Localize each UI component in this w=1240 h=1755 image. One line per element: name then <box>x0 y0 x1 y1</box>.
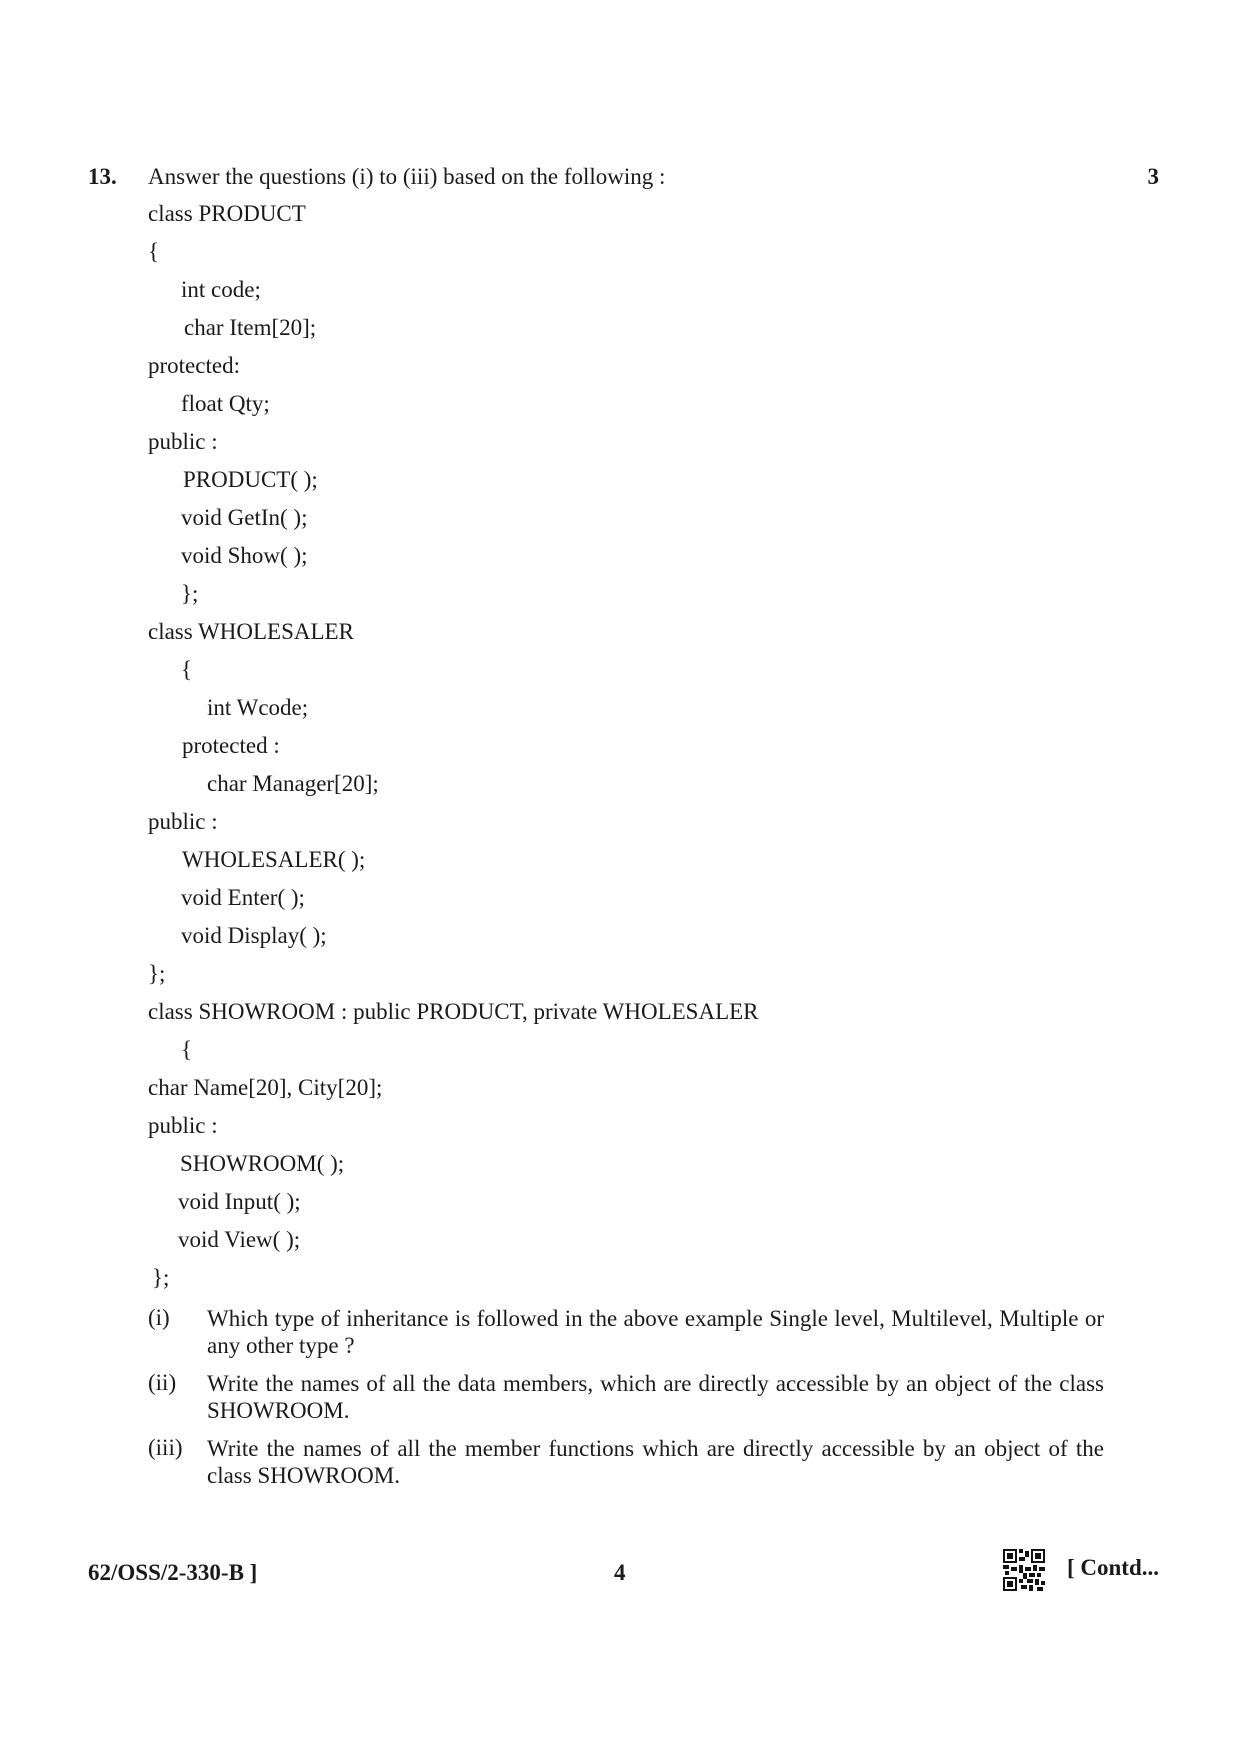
code-line: float Qty; <box>181 391 270 416</box>
code-line: protected: <box>148 353 240 378</box>
code-line: char Manager[20]; <box>207 771 379 796</box>
code-line: }; <box>152 1265 170 1290</box>
code-line: class WHOLESALER <box>148 619 354 644</box>
code-line: public : <box>148 809 218 834</box>
sub-question-text: Which type of inheritance is followed in the above example Single level, Multilevel, Multiple or any other type ? <box>207 1306 1104 1358</box>
code-line: void Display( ); <box>181 923 327 948</box>
continued-marker: [ Contd... <box>1066 1555 1159 1580</box>
paper-code: 62/OSS/2-330-B ] <box>88 1560 258 1585</box>
qr-code-icon <box>1003 1549 1045 1591</box>
code-line: public : <box>148 429 218 454</box>
code-line: int Wcode; <box>207 695 309 720</box>
code-line: void Enter( ); <box>181 885 305 910</box>
sub-question-number: (ii) <box>148 1370 177 1395</box>
code-line: void Input( ); <box>178 1189 301 1214</box>
page-number: 4 <box>614 1560 626 1585</box>
question-marks: 3 <box>1147 164 1159 189</box>
code-line: PRODUCT( ); <box>183 467 318 492</box>
code-line: class SHOWROOM : public PRODUCT, private WHOLESALER <box>148 999 759 1024</box>
code-line: class PRODUCT <box>148 201 306 226</box>
code-line: void Show( ); <box>181 543 308 568</box>
code-line: WHOLESALER( ); <box>182 847 366 872</box>
code-line: int code; <box>181 277 261 302</box>
question-number: 13. <box>88 164 117 189</box>
sub-question-number: (i) <box>148 1305 170 1330</box>
code-line: { <box>181 657 193 682</box>
sub-question-text: Write the names of all the data members, which are directly accessible by an object of the class SHOWROOM. <box>207 1371 1104 1423</box>
sub-question-number: (iii) <box>148 1435 183 1460</box>
code-line: char Item[20]; <box>184 315 317 340</box>
code-line: }; <box>181 581 199 606</box>
code-line: char Name[20], City[20]; <box>148 1075 383 1100</box>
sub-question-text: Write the names of all the member functions which are directly accessible by an object of the class SHOWROOM. <box>207 1436 1104 1488</box>
code-line: void GetIn( ); <box>181 505 308 530</box>
code-line: { <box>148 239 160 264</box>
code-line: SHOWROOM( ); <box>180 1151 345 1176</box>
code-line: { <box>181 1037 193 1062</box>
code-line: void View( ); <box>178 1227 301 1252</box>
question-stem: Answer the questions (i) to (iii) based on the following : <box>148 164 666 189</box>
code-line: public : <box>148 1113 218 1138</box>
code-line: protected : <box>182 733 280 758</box>
code-line: }; <box>148 961 166 986</box>
